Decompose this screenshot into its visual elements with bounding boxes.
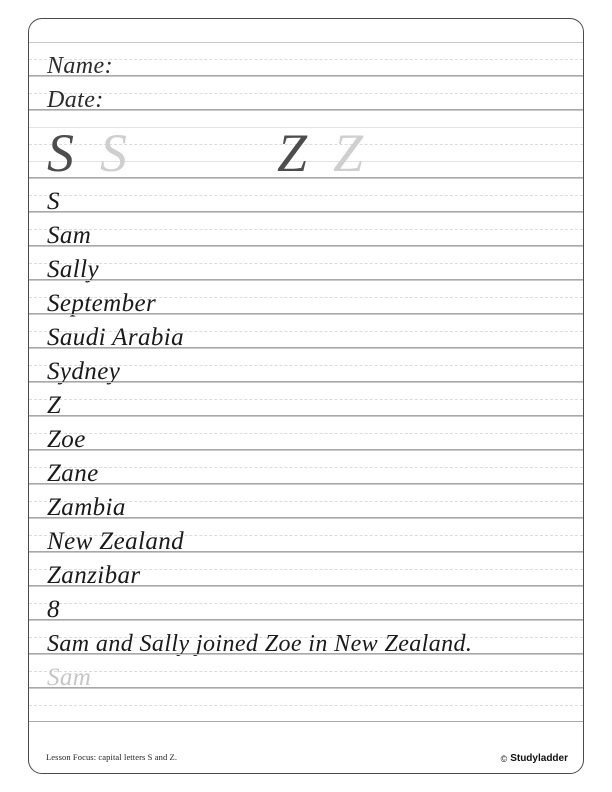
date-label: Date: (47, 87, 104, 113)
rule-midline (29, 705, 583, 706)
practice-text-traced: Sam (47, 664, 92, 691)
rule-topline (29, 620, 583, 621)
practice-row[interactable] (29, 586, 583, 623)
rule-topline (29, 348, 583, 349)
practice-row[interactable] (29, 280, 583, 317)
practice-text: Zoe (47, 426, 86, 453)
practice-row[interactable] (29, 416, 583, 453)
rule-topline (29, 688, 583, 689)
rule-topline (29, 110, 583, 111)
practice-text: Sam and Sally joined Zoe in New Zealand. (47, 631, 473, 657)
brand-name: Studyladder (510, 753, 568, 764)
rule-midline (29, 671, 583, 672)
practice-text: Zanzibar (47, 562, 141, 589)
practice-row-traced[interactable] (29, 654, 583, 691)
practice-row-blank[interactable] (29, 688, 583, 722)
practice-row-sentence[interactable] (29, 620, 583, 657)
rule-topline (29, 212, 583, 213)
practice-row[interactable] (29, 246, 583, 283)
practice-row[interactable] (29, 178, 583, 215)
rule-baseline (29, 721, 583, 722)
practice-text: Sam (47, 222, 92, 249)
practice-text: Sally (47, 256, 99, 283)
practice-row[interactable] (29, 552, 583, 589)
rule-midline (29, 229, 583, 230)
date-field-row[interactable] (29, 76, 583, 113)
rule-topline (29, 280, 583, 281)
rule-topline (29, 76, 583, 77)
rule-midline (29, 433, 583, 434)
model-letter-z-faded: Z (333, 123, 364, 183)
model-letter-z-solid: Z (277, 123, 308, 183)
rule-midline (29, 195, 583, 196)
lesson-focus-note: Lesson Focus: capital letters S and Z. (46, 752, 178, 762)
practice-text: Z (47, 392, 62, 419)
practice-text: 8 (47, 596, 60, 623)
rule-topline (29, 484, 583, 485)
rule-midline (29, 263, 583, 264)
letter-model-row (29, 110, 583, 183)
brand-footer (501, 753, 568, 764)
practice-text: New Zealand (47, 528, 185, 555)
rule-topline (29, 416, 583, 417)
model-letters (47, 122, 363, 184)
rule-topline (29, 518, 583, 519)
rule-midline (29, 467, 583, 468)
rule-topline (29, 586, 583, 587)
name-field-row[interactable] (29, 42, 583, 79)
rule-topline (29, 654, 583, 655)
ruled-writing-area (29, 42, 583, 732)
model-letter-s-solid: S (47, 123, 74, 183)
practice-row[interactable] (29, 212, 583, 249)
practice-text: S (47, 188, 60, 215)
rule-topline (29, 314, 583, 315)
rule-topline (29, 178, 583, 179)
rule-topline (29, 246, 583, 247)
model-letter-s-faded: S (100, 123, 127, 183)
rule-topline (29, 382, 583, 383)
rule-midline (29, 603, 583, 604)
practice-text: September (47, 290, 157, 317)
practice-row[interactable] (29, 382, 583, 419)
copyright-symbol: © (500, 753, 508, 764)
practice-text: Saudi Arabia (47, 324, 184, 351)
rule-topline (29, 552, 583, 553)
rule-topline (29, 42, 583, 43)
practice-text: Sydney (47, 358, 121, 385)
rule-topline (29, 450, 583, 451)
practice-row[interactable] (29, 518, 583, 555)
practice-row[interactable] (29, 484, 583, 521)
rule-midline (29, 93, 583, 94)
rule-midline (29, 399, 583, 400)
name-label: Name: (47, 53, 113, 79)
practice-row[interactable] (29, 450, 583, 487)
practice-row[interactable] (29, 314, 583, 351)
practice-text: Zane (47, 460, 99, 487)
practice-row[interactable] (29, 348, 583, 385)
practice-text: Zambia (47, 494, 126, 521)
